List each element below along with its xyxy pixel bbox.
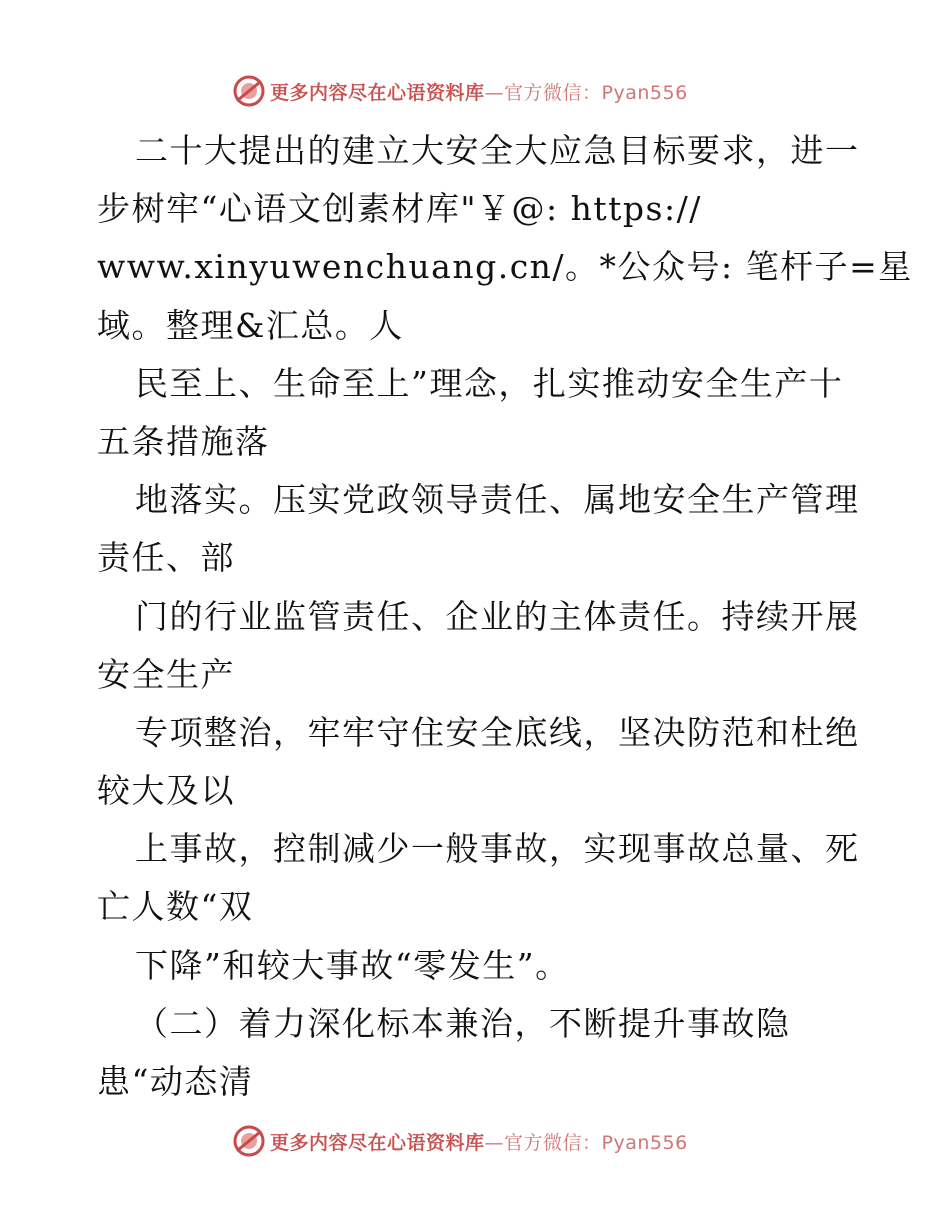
watermark-text	[270, 78, 688, 105]
body-line: 上事故，控制减少一般事故，实现事故总量、死	[135, 829, 860, 869]
body-line: www.xinyuwenchuang.cn/。*公众号: 笔杆子=星	[97, 247, 913, 287]
section-heading-line: （二）着力深化标本兼治，不断提升事故隐	[135, 1003, 791, 1043]
body-line: 亡人数“双	[97, 887, 254, 927]
watermark-text	[270, 1128, 688, 1155]
footer-watermark	[232, 1121, 752, 1161]
body-line: 下降”和较大事故“零发生”。	[135, 945, 570, 985]
body-line: 民至上、生命至上”理念，扎实推动安全生产十	[135, 363, 844, 403]
body-line: 五条措施落	[97, 421, 270, 461]
body-line: 门的行业监管责任、企业的主体责任。持续开展	[135, 596, 860, 636]
watermark-main: 更多内容尽在心语资料库	[270, 81, 485, 104]
body-line: 责任、部	[97, 538, 235, 578]
body-line: 步树牢“心语文创素材库"￥@: https://	[97, 189, 702, 229]
watermark-tail: —官方微信：Pyan556	[484, 1131, 688, 1154]
seal-logo-icon	[232, 1124, 266, 1158]
body-line: 专项整治，牢牢守住安全底线，坚决防范和杜绝	[135, 712, 860, 752]
watermark-tail: —官方微信：Pyan556	[484, 81, 688, 104]
seal-logo-icon	[232, 74, 266, 108]
body-line: 地落实。压实党政领导责任、属地安全生产管理	[135, 480, 860, 520]
body-line: 较大及以	[97, 771, 235, 811]
header-watermark	[232, 71, 752, 111]
body-line: 患“动态清	[97, 1062, 254, 1101]
document-body	[97, 122, 913, 1111]
watermark-main: 更多内容尽在心语资料库	[270, 1131, 485, 1154]
body-line: 安全生产	[97, 654, 235, 694]
body-line: 域。整理&汇总。人	[97, 305, 404, 345]
body-line: 二十大提出的建立大安全大应急目标要求，进一	[135, 131, 860, 170]
